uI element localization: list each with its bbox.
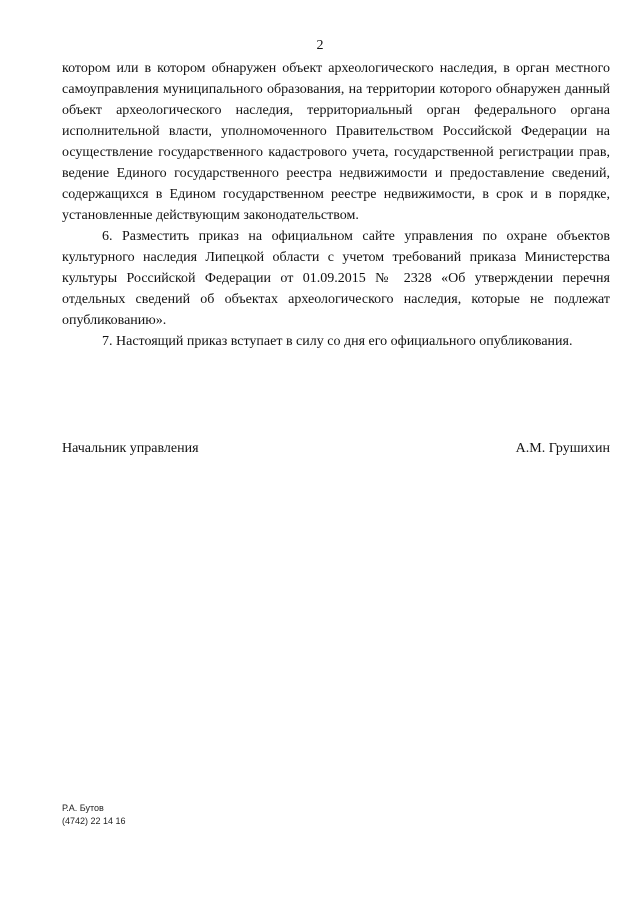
page-number: 2	[316, 38, 324, 53]
executor-name: Р.А. Бутов	[62, 803, 104, 813]
paragraph-continuation: котором или в котором обнаружен объект археологического наследия, в орган местного самоуправления муниципального образования, на территории которого обнаружен данный объект археологического наследия, территориальный орган федерального органа исполнительной власти, уполномоченного Правительством Российской Федерации на осуществление государственного кадастрового учета, государственной регистрации прав, ведение Единого государственного реестра недвижимости и предоставление сведений, содержащихся в Едином государственном реестре недвижимости, в срок и в порядке, установленные действующим законодательством.	[62, 61, 610, 223]
paragraph-7: 7. Настоящий приказ вступает в силу со дня его официального опубликования.	[102, 334, 573, 349]
signatory-name: А.М. Грушихин	[515, 441, 610, 456]
paragraph-6: 6. Разместить приказ на официальном сайте управления по охране объектов культурного наследия Липецкой области с учетом требований приказа Министерства культуры Российской Федерации от 01.09.2015 № 2328 «Об утверждении перечня отдельных сведений об объектах археологического наследия, которые не подлежат опубликованию».	[62, 229, 610, 328]
executor-footer	[62, 802, 126, 828]
signatory-title: Начальник управления	[62, 441, 199, 456]
executor-phone: (4742) 22 14 16	[62, 816, 126, 826]
document-body	[62, 58, 610, 352]
